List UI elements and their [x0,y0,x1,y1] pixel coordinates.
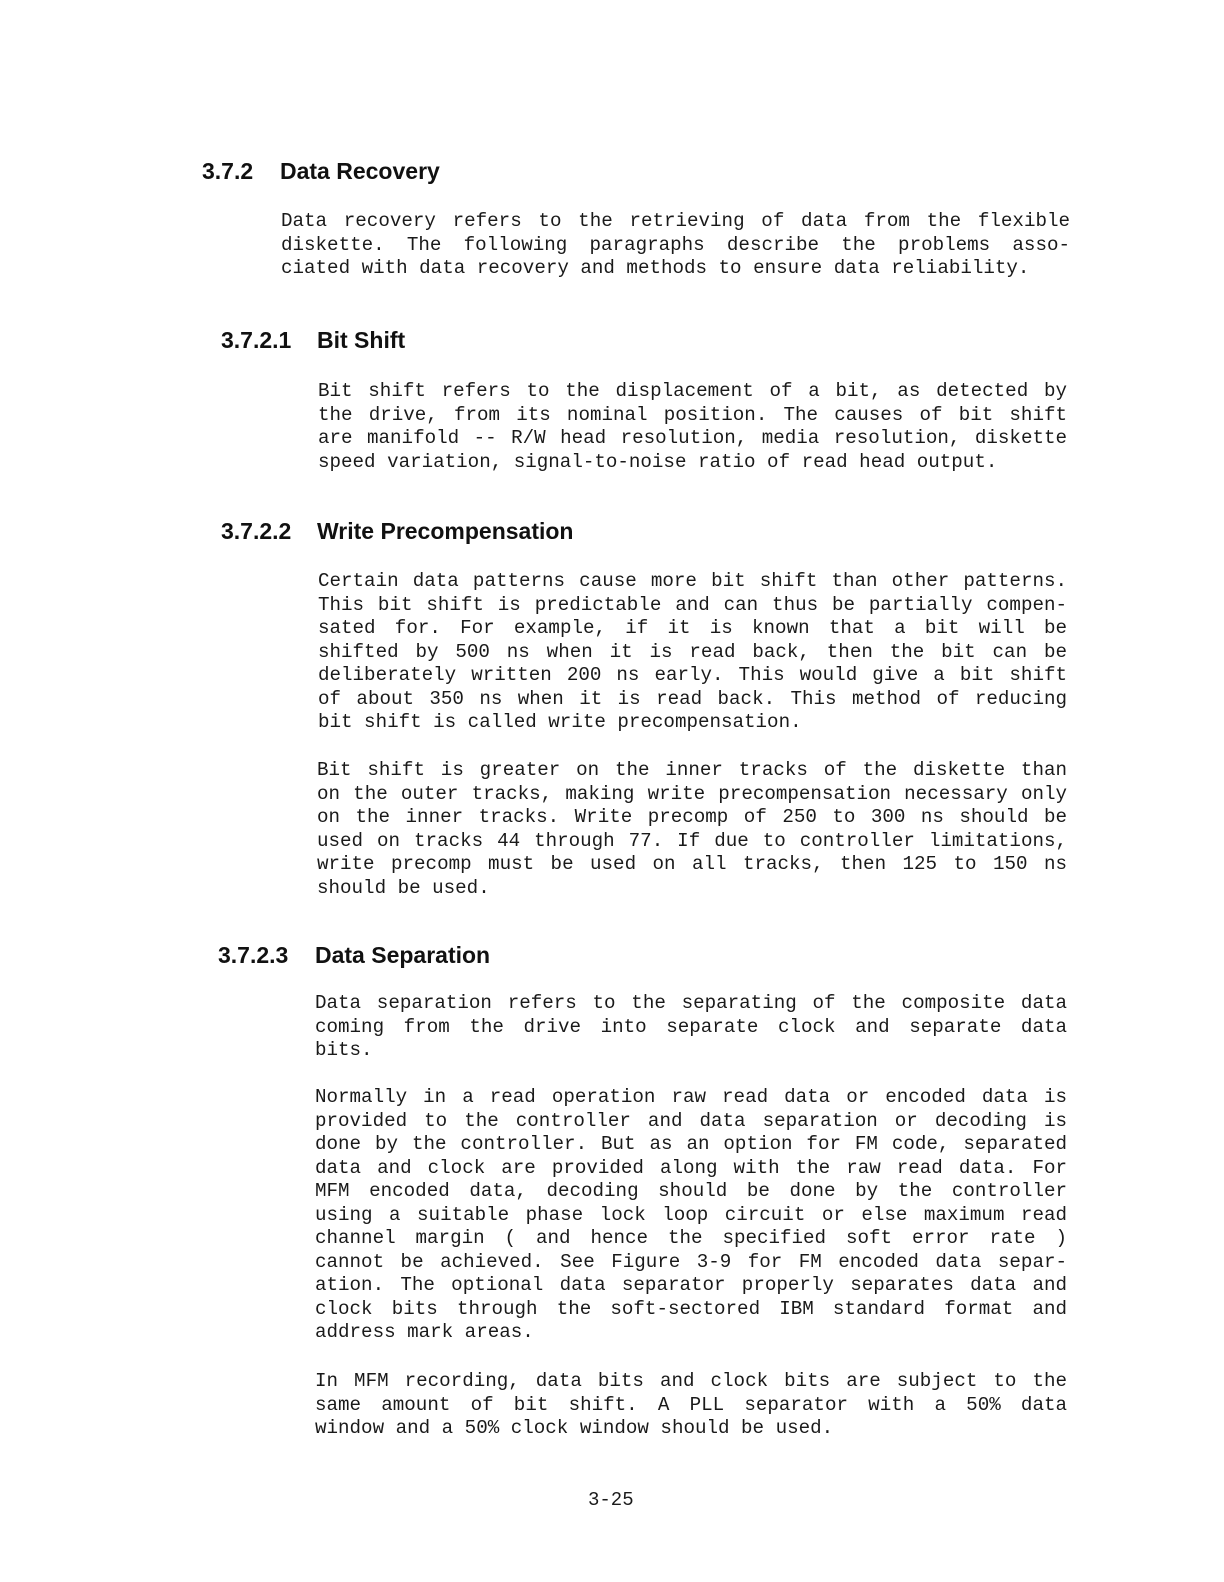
paragraph-data-separation-3 [315,1370,1067,1441]
paragraph-data-recovery [281,210,1070,281]
section-heading-3-7-2-2 [221,517,574,545]
section-title: Write Precompensation [317,518,574,544]
text-line: data and clock are provided along with the raw read data. For [315,1156,1067,1179]
text-line: speed variation, signal-to-noise ratio of read head output. [318,450,998,473]
text-line: address mark areas. [315,1321,534,1343]
text-line: should be used. [317,876,490,899]
text-line: In MFM recording, data bits and clock bits are subject to the [315,1370,1067,1392]
text-line: ciated with data recovery and methods to ensure data reliability. [281,257,1030,279]
text-line: done by the controller. But as an option for FM code, separated [315,1133,1067,1155]
text-line: Data separation refers to the separating of the composite data [315,992,1067,1014]
text-line: the drive, from its nominal position. The causes of bit shift [318,403,1067,426]
text-line: ation. The optional data separator properly separates data and [315,1274,1067,1296]
section-number: 3.7.2.2 [221,518,292,544]
text-line: channel margin ( and hence the specified soft error rate ) [315,1227,1067,1249]
text-line: are manifold -- R/W head resolution, media resolution, diskette [318,427,1067,449]
section-title: Data Separation [315,942,491,968]
text-line: Data recovery refers to the retrieving of data from the flexible [281,210,1070,232]
text-line: using a suitable phase lock loop circuit or else maximum read [315,1203,1067,1226]
text-line: sated for. For example, if it is known that a bit will be [318,617,1067,639]
paragraph-write-precomp-1 [318,570,1067,735]
text-line: write precomp must be used on all tracks, then 125 to 150 ns [317,853,1067,875]
section-title: Data Recovery [280,158,440,184]
text-line: coming from the drive into separate clock and separate data [315,1015,1067,1038]
text-line: MFM encoded data, decoding should be done by the controller [315,1180,1067,1202]
text-line: shifted by 500 ns when it is read back, then the bit can be [318,640,1067,663]
section-heading-3-7-2-3 [218,941,491,969]
section-number: 3.7.2.1 [221,327,292,353]
text-line: bit shift is called write precompensation. [318,711,802,733]
section-heading-3-7-2-1 [221,326,406,354]
text-line: on the outer tracks, making write precompensation necessary only [317,782,1067,805]
text-line: Certain data patterns cause more bit shift than other patterns. [318,570,1067,592]
text-line: used on tracks 44 through 77. If due to controller limitations, [317,829,1067,852]
text-line: bits. [315,1039,373,1061]
text-line: provided to the controller and data separation or decoding is [315,1109,1067,1132]
paragraph-write-precomp-2 [317,759,1067,900]
section-title: Bit Shift [317,327,406,353]
section-number: 3.7.2.3 [218,942,289,968]
section-heading-3-7-2 [202,157,440,185]
text-line: Bit shift refers to the displacement of a bit, as detected by [318,380,1067,402]
text-line: of about 350 ns when it is read back. This method of reducing [318,687,1067,710]
text-line: same amount of bit shift. A PLL separator with a 50% data [315,1393,1067,1416]
text-line: Normally in a read operation raw read data or encoded data is [315,1086,1067,1108]
text-line: Bit shift is greater on the inner tracks of the diskette than [317,759,1067,781]
text-line: This bit shift is predictable and can thus be partially compen- [318,593,1067,616]
text-line: deliberately written 200 ns early. This would give a bit shift [318,664,1067,686]
text-line: cannot be achieved. See Figure 3-9 for FM encoded data separ- [315,1250,1067,1273]
text-line: on the inner tracks. Write precomp of 250 to 300 ns should be [317,806,1067,828]
paragraph-bit-shift [318,380,1067,474]
text-line: window and a 50% clock window should be used. [315,1417,834,1439]
text-line: clock bits through the soft-sectored IBM standard format and [315,1297,1067,1320]
section-number: 3.7.2 [202,158,254,184]
text-line: diskette. The following paragraphs describe the problems asso- [281,233,1070,256]
paragraph-data-separation-1 [315,992,1067,1063]
paragraph-data-separation-2 [315,1086,1067,1345]
page-number: 3-25 [588,1489,634,1511]
